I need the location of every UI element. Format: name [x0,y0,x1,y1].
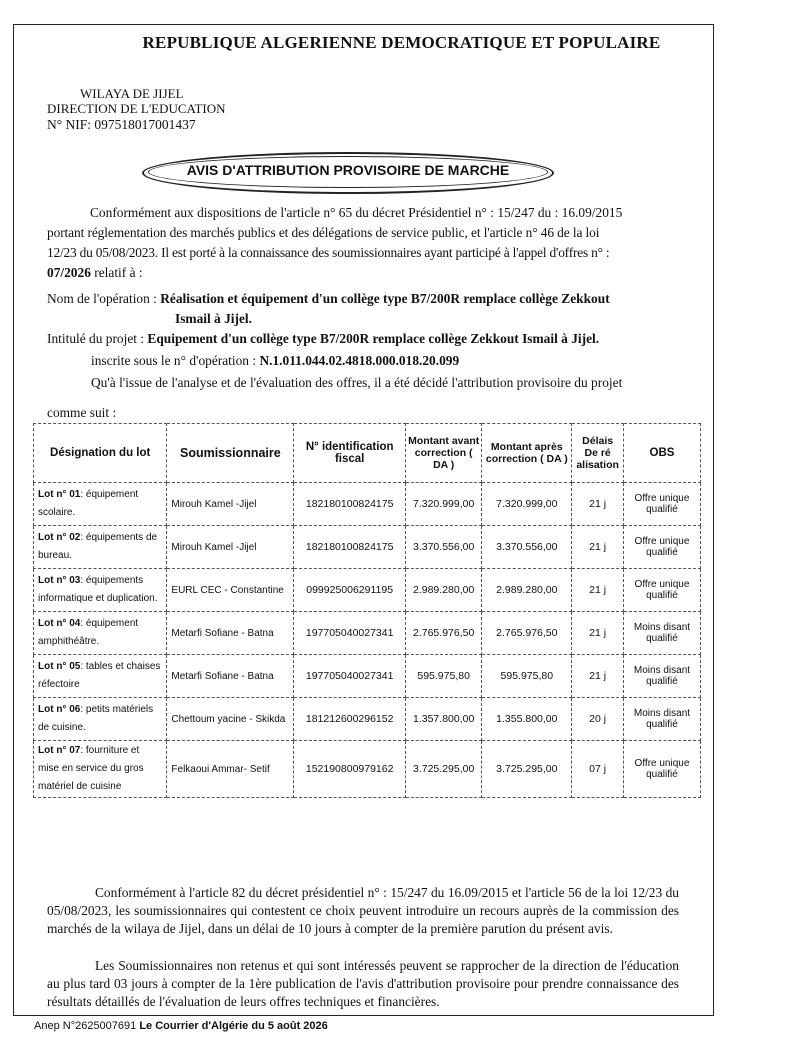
cell-montant-avant: 2.989.280,00 [406,569,482,612]
lot-description: : petits matériels de cuisine. [38,704,154,733]
results-paragraph: Les Soumissionnaires non retenus et qui sont intéressés peuvent se rapprocher de la direction de l'éducation au plus tard 03 jours à compter de la 1ère publication de l'avis d'attribution provisoire pour prendre connaissance des résultats détaillés de l'évaluation de leurs offres techniques et financières. [47,958,679,1009]
table-row [34,483,701,526]
cell-montant-apres: 3.370.556,00 [482,526,572,569]
anep-number: Anep N°2625007691 [34,1020,140,1032]
wilaya-line: WILAYA DE JIJEL [80,86,184,101]
cell-nif: 182180100824175 [294,483,406,526]
cell-montant-apres: 3.725.295,00 [482,741,572,798]
journal-name: Le Courrier d'Algérie du 5 août 2026 [139,1020,328,1032]
issue-line-2: comme suit : [47,405,117,420]
operation-line [47,290,610,308]
operation-line-2: Ismail à Jijel. [175,311,252,326]
cell-designation [34,569,167,612]
cell-obs: Moins disant qualifié [623,698,700,741]
table-row [34,655,701,698]
cell-soumissionnaire: Chettoum yacine - Skikda [167,698,294,741]
cell-montant-avant: 2.765.976,50 [406,612,482,655]
cell-obs: Offre unique qualifié [623,483,700,526]
operation-number-value: N.1.011.044.02.4818.000.018.20.099 [259,353,460,368]
lot-number: Lot n° 05 [38,661,81,672]
cell-montant-apres: 1.355.800,00 [482,698,572,741]
recourse-paragraph: Conformément à l'article 82 du décret présidentiel n° : 15/247 du 16.09/2015 et l'article 56 de la loi 12/23 du 05/08/2023, les soumissionnaires qui contestent ce choix peuvent introduire un recours auprès de la commission des marchés de la wilaya de Jijel, dans un délai de 10 jours à compter de la première parution du présent avis. [47,885,679,936]
tender-reference: 07/2026 [47,265,91,280]
cell-montant-avant: 7.320.999,00 [406,483,482,526]
project-value: Equipement d'un collège type B7/200R remplace collège Zekkout Ismail à Jijel. [147,331,600,346]
issue-line-1: Qu'à l'issue de l'analyse et de l'évaluation des offres, il a été décidé l'attribution provisoire du projet [91,375,623,390]
cell-montant-avant: 3.370.556,00 [406,526,482,569]
cell-montant-avant: 1.357.800,00 [406,698,482,741]
cell-obs: Offre unique qualifié [623,741,700,798]
cell-montant-apres: 595.975,80 [482,655,572,698]
table-row [34,569,701,612]
cell-designation [34,483,167,526]
cell-delai: 21 j [572,655,624,698]
lot-number: Lot n° 06 [38,704,81,715]
header-obs: OBS [623,424,700,483]
lot-number: Lot n° 03 [38,575,81,586]
intro-ref-line [47,264,143,282]
cell-montant-avant: 595.975,80 [406,655,482,698]
document-heading: REPUBLIQUE ALGERIENNE DEMOCRATIQUE ET POPULAIRE [142,33,661,52]
tender-reference-suffix: relatif à : [90,265,143,280]
table-row [34,526,701,569]
lot-description: : équipements informatique et duplication. [38,575,158,604]
table-header-row [34,424,701,483]
lot-number: Lot n° 07 [38,745,81,756]
cell-nif: 181212600296152 [294,698,406,741]
operation-number-label: inscrite sous le n° d'opération : [91,353,260,368]
cell-delai: 21 j [572,569,624,612]
lot-description: : fourniture et mise en service du gros matériel de cuisine [38,745,144,792]
header-nif: N° identification fiscal [294,424,406,483]
cell-designation [34,612,167,655]
cell-delai: 20 j [572,698,624,741]
cell-delai: 07 j [572,741,624,798]
table-row [34,612,701,655]
header-designation: Désignation du lot [34,424,167,483]
cell-montant-apres: 2.765.976,50 [482,612,572,655]
header-soumissionnaire: Soumissionnaire [167,424,294,483]
cell-montant-apres: 2.989.280,00 [482,569,572,612]
direction-line: DIRECTION DE L'EDUCATION [47,101,226,116]
header-montant-avant: Montant avant correction ( DA ) [406,424,482,483]
cell-montant-apres: 7.320.999,00 [482,483,572,526]
cell-nif: 197705040027341 [294,655,406,698]
operation-value: Réalisation et équipement d'un collège type B7/200R remplace collège Zekkout [160,291,610,306]
intro-line-2: portant réglementation des marchés publics et des délégations de service public, et l'article n° 46 de la loi [47,225,600,240]
project-line [47,330,599,348]
banner-title: AVIS D'ATTRIBUTION PROVISOIRE DE MARCHE [186,162,510,178]
cell-designation [34,698,167,741]
attribution-table [33,423,701,798]
header-montant-apres: Montant après correction ( DA ) [482,424,572,483]
cell-nif: 182180100824175 [294,526,406,569]
lot-number: Lot n° 04 [38,618,81,629]
publication-footer [34,1020,328,1032]
lot-description: : équipements de bureau. [38,532,158,561]
cell-soumissionnaire: Mirouh Kamel -Jijel [167,483,294,526]
lot-description: : équipement scolaire. [38,489,139,518]
cell-designation [34,741,167,798]
cell-soumissionnaire: Felkaoui Ammar- Setif [167,741,294,798]
header-delais: Délais De ré alisation [572,424,624,483]
cell-delai: 21 j [572,483,624,526]
cell-designation [34,655,167,698]
cell-soumissionnaire: Metarfi Sofiane - Batna [167,655,294,698]
lot-number: Lot n° 01 [38,489,81,500]
cell-obs: Moins disant qualifié [623,655,700,698]
lot-description: : tables et chaises réfectoire [38,661,161,690]
cell-nif: 099925006291195 [294,569,406,612]
lot-description: : équipement amphithéâtre. [38,618,139,647]
intro-line-3: 12/23 du 05/08/2023. Il est porté à la connaissance des soumissionnaires ayant participé à l'appel d'offres n° : [47,245,610,260]
cell-soumissionnaire: EURL CEC - Constantine [167,569,294,612]
cell-soumissionnaire: Metarfi Sofiane - Batna [167,612,294,655]
cell-delai: 21 j [572,526,624,569]
cell-montant-avant: 3.725.295,00 [406,741,482,798]
cell-obs: Moins disant qualifié [623,612,700,655]
cell-obs: Offre unique qualifié [623,526,700,569]
cell-designation [34,526,167,569]
intro-line-1: Conformément aux dispositions de l'article n° 65 du décret Présidentiel n° : 15/247 du : 16.09/2015 [90,205,623,220]
cell-soumissionnaire: Mirouh Kamel -Jijel [167,526,294,569]
operation-label: Nom de l'opération : [47,291,161,306]
cell-nif: 197705040027341 [294,612,406,655]
cell-obs: Offre unique qualifié [623,569,700,612]
table-row [34,698,701,741]
cell-nif: 152190800979162 [294,741,406,798]
project-label: Intitulé du projet : [47,331,148,346]
operation-number-line [91,352,459,370]
cell-delai: 21 j [572,612,624,655]
lot-number: Lot n° 02 [38,532,81,543]
nif-line: N° NIF: 097518017001437 [47,117,196,132]
table-row [34,741,701,798]
